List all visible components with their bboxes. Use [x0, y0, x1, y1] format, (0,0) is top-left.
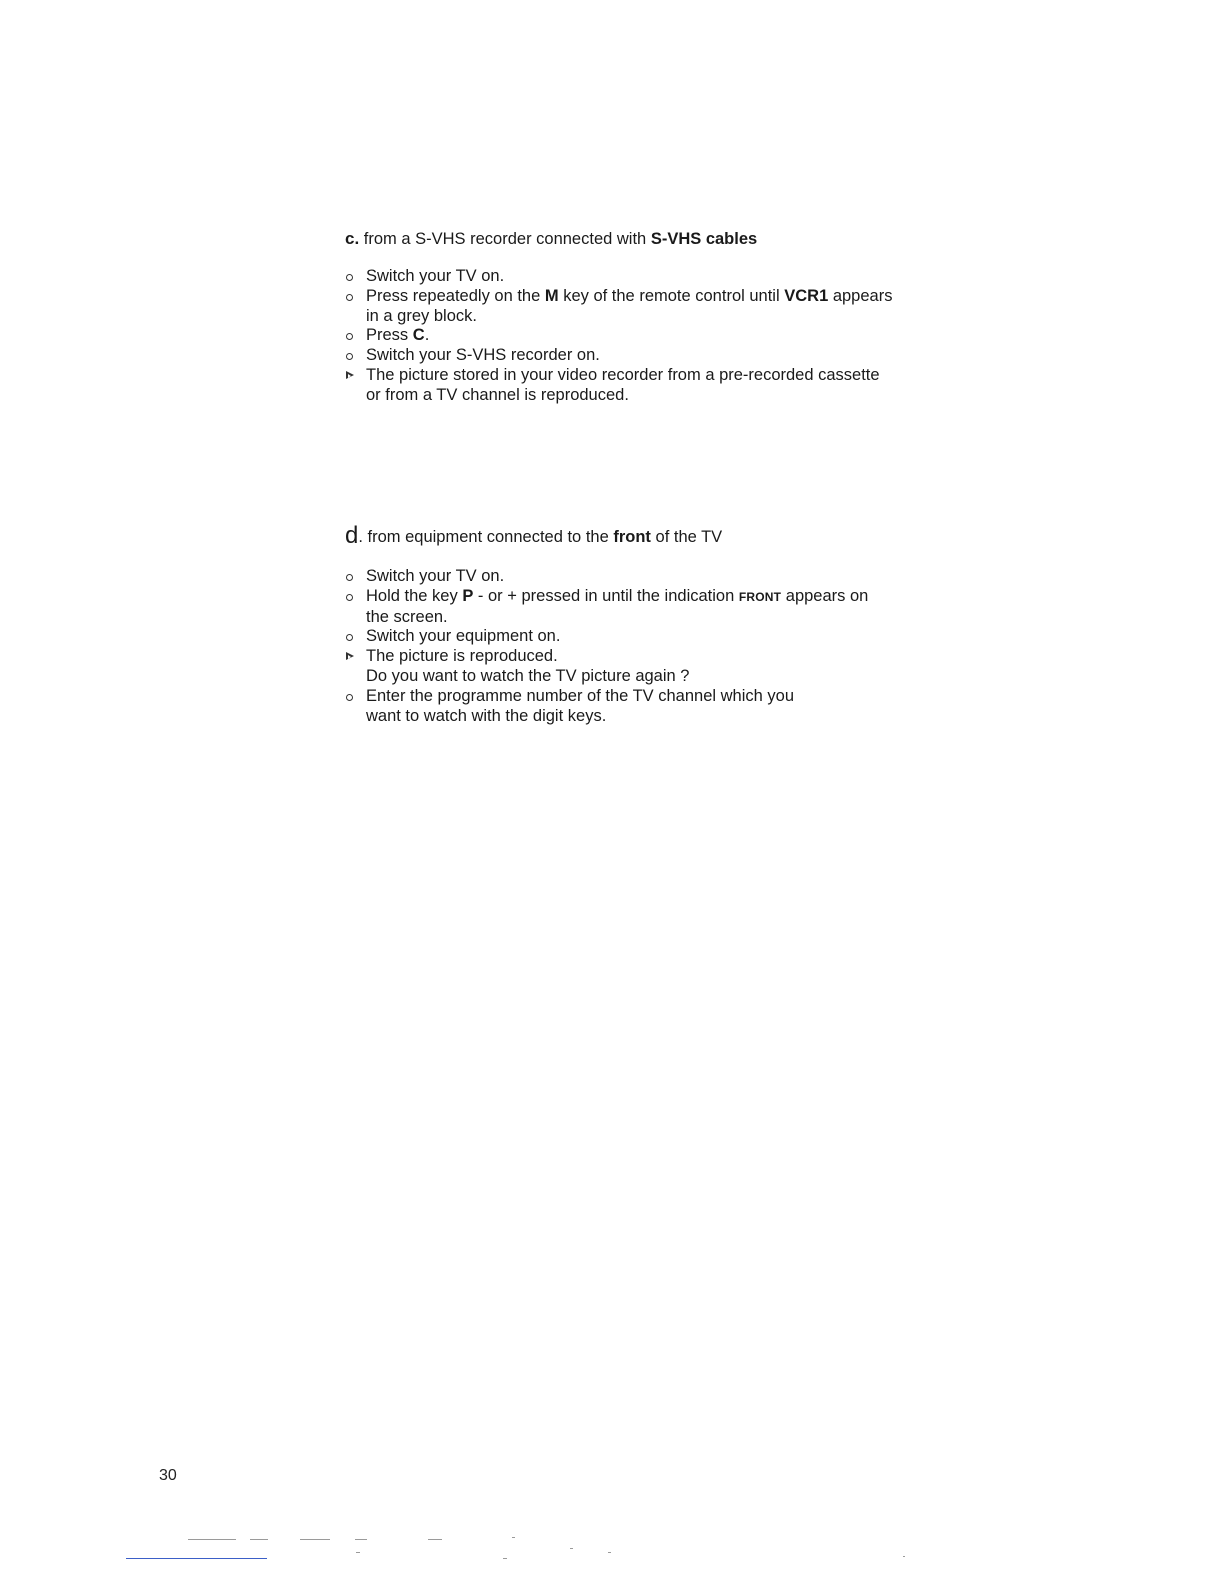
step-text-continued: want to watch with the digit keys.: [366, 706, 607, 725]
step-text: Press repeatedly on the M key of the remote control until VCR1 appears: [366, 286, 893, 305]
scan-speck: [188, 1539, 236, 1540]
step-text: Enter the programme number of the TV channel which you: [366, 686, 795, 705]
scan-speck: [300, 1539, 330, 1540]
step-text: Switch your TV on.: [366, 567, 505, 585]
section-d: [345, 523, 965, 726]
scan-speck: [355, 1539, 367, 1540]
result-triangle-icon: [345, 647, 359, 667]
bullet-circle-icon: [345, 627, 359, 647]
step-text: Hold the key P - or + pressed in until the indication FRONT appears on: [366, 586, 869, 605]
step-text: Switch your equipment on.: [366, 627, 561, 646]
indication-label: FRONT: [738, 589, 782, 604]
section-c-heading-bold: S-VHS cables: [650, 230, 758, 248]
scan-speck: [903, 1556, 905, 1557]
key-label: M: [544, 286, 559, 305]
scan-speck: [503, 1558, 507, 1559]
section-d-letter: d: [345, 522, 359, 549]
step-item: [345, 267, 965, 287]
section-d-heading-text-end: of the TV: [650, 528, 723, 546]
step-text-continued: the screen.: [366, 607, 448, 626]
result-triangle-icon: [345, 366, 359, 386]
key-label: P: [462, 586, 474, 605]
section-c-heading: [345, 228, 965, 250]
step-item: [345, 326, 965, 346]
page-number: 30: [159, 1467, 177, 1484]
step-item: [345, 287, 965, 327]
bullet-circle-icon: [345, 287, 359, 307]
result-text: The picture stored in your video recorder from a pre-recorded cassette: [366, 365, 880, 384]
scan-speck: [608, 1552, 611, 1553]
bullet-circle-icon: [345, 267, 359, 287]
key-label: C: [412, 326, 425, 345]
step-item: [345, 567, 965, 587]
section-c-steps: [345, 267, 965, 406]
result-item: [345, 366, 965, 406]
section-d-steps: [345, 567, 965, 726]
section-d-heading: [345, 523, 965, 550]
scan-speck: [356, 1552, 360, 1553]
section-d-heading-text: . from equipment connected to the: [358, 528, 614, 546]
result-text-continued: Do you want to watch the TV picture again ?: [366, 666, 690, 685]
bullet-circle-icon: [345, 567, 359, 587]
result-item: [345, 647, 965, 687]
result-text: The picture is reproduced.: [366, 647, 558, 666]
bullet-circle-icon: [345, 687, 359, 707]
footer-rule: [126, 1558, 267, 1559]
step-text-continued: in a grey block.: [366, 306, 477, 325]
section-c-letter: c.: [345, 229, 360, 248]
step-item: [345, 687, 965, 727]
section-c-heading-text: from a S-VHS recorder connected with: [359, 230, 651, 248]
step-item: [345, 627, 965, 647]
scan-speck: [570, 1548, 573, 1549]
result-text-continued: or from a TV channel is reproduced.: [366, 385, 629, 404]
section-c: [345, 228, 965, 406]
step-text: Switch your TV on.: [366, 267, 505, 285]
scan-speck: [428, 1539, 442, 1540]
step-item: [345, 346, 965, 366]
bullet-circle-icon: [345, 346, 359, 366]
bullet-circle-icon: [345, 326, 359, 346]
step-text: Switch your S-VHS recorder on.: [366, 346, 600, 365]
bullet-circle-icon: [345, 587, 359, 607]
section-d-heading-bold: front: [613, 528, 651, 546]
scan-speck: [250, 1539, 268, 1540]
scan-speck: [512, 1537, 515, 1538]
step-text: Press C.: [366, 326, 430, 345]
step-item: [345, 587, 965, 628]
key-label: VCR1: [784, 286, 829, 305]
